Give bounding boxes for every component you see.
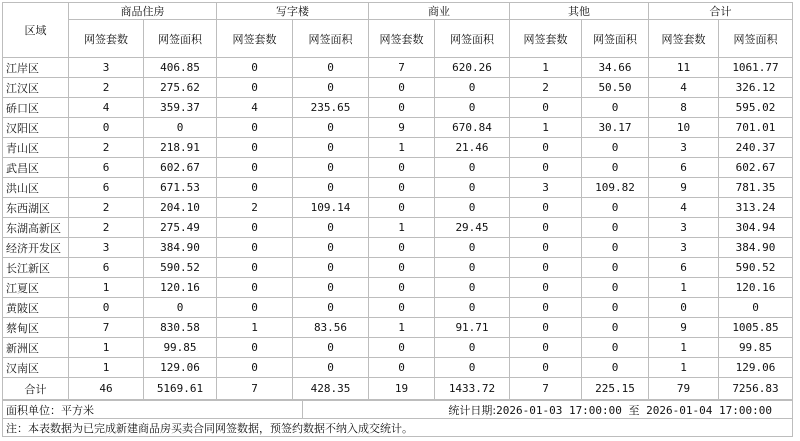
table-cell: 0 [510, 198, 582, 218]
table-cell: 11 [649, 58, 719, 78]
table-cell: 30.17 [582, 118, 649, 138]
footer-table [2, 400, 793, 437]
table-cell: 0 [435, 358, 510, 378]
table-cell: 0 [510, 298, 582, 318]
table-cell: 0 [217, 258, 293, 278]
table-row [3, 98, 793, 118]
table-cell: 21.46 [435, 138, 510, 158]
table-cell: 120.16 [144, 278, 217, 298]
region-name: 武昌区 [3, 158, 69, 178]
total-cell: 7256.83 [719, 378, 793, 400]
table-cell: 29.45 [435, 218, 510, 238]
table-cell: 0 [293, 358, 369, 378]
table-cell: 701.01 [719, 118, 793, 138]
table-cell: 120.16 [719, 278, 793, 298]
table-cell: 0 [144, 118, 217, 138]
table-cell: 0 [217, 178, 293, 198]
table-cell: 384.90 [719, 238, 793, 258]
table-row [3, 238, 793, 258]
total-cell: 79 [649, 378, 719, 400]
table-cell: 0 [293, 118, 369, 138]
table-cell: 0 [369, 178, 435, 198]
table-cell: 0 [217, 238, 293, 258]
region-name: 硚口区 [3, 98, 69, 118]
table-cell: 1 [649, 338, 719, 358]
table-cell: 0 [435, 298, 510, 318]
table-cell: 83.56 [293, 318, 369, 338]
table-cell: 0 [510, 258, 582, 278]
table-cell: 0 [293, 78, 369, 98]
table-cell: 0 [582, 358, 649, 378]
region-name: 江汉区 [3, 78, 69, 98]
table-cell: 0 [582, 298, 649, 318]
total-cell: 225.15 [582, 378, 649, 400]
table-cell: 2 [69, 78, 144, 98]
table-cell: 1 [649, 278, 719, 298]
table-cell: 275.62 [144, 78, 217, 98]
region-name: 长江新区 [3, 258, 69, 278]
header-group-commercial: 商业 [369, 3, 510, 20]
table-cell: 240.37 [719, 138, 793, 158]
table-cell: 9 [369, 118, 435, 138]
table-cell: 9 [649, 178, 719, 198]
table-cell: 3 [649, 238, 719, 258]
total-label: 合计 [3, 378, 69, 400]
table-cell: 0 [369, 238, 435, 258]
table-row [3, 78, 793, 98]
header-count: 网签套数 [369, 20, 435, 58]
table-cell: 129.06 [719, 358, 793, 378]
table-cell: 6 [649, 158, 719, 178]
table-cell: 8 [649, 98, 719, 118]
region-name: 汉阳区 [3, 118, 69, 138]
region-name: 江岸区 [3, 58, 69, 78]
table-cell: 0 [582, 238, 649, 258]
table-cell: 4 [649, 78, 719, 98]
table-cell: 1005.85 [719, 318, 793, 338]
table-cell: 0 [293, 338, 369, 358]
table-cell: 10 [649, 118, 719, 138]
table-cell: 6 [69, 158, 144, 178]
table-cell: 781.35 [719, 178, 793, 198]
table-cell: 359.37 [144, 98, 217, 118]
region-name: 东西湖区 [3, 198, 69, 218]
table-cell: 50.50 [582, 78, 649, 98]
table-cell: 4 [649, 198, 719, 218]
table-cell: 326.12 [719, 78, 793, 98]
table-cell: 671.53 [144, 178, 217, 198]
table-cell: 109.82 [582, 178, 649, 198]
table-cell: 99.85 [719, 338, 793, 358]
table-cell: 0 [69, 118, 144, 138]
table-cell: 602.67 [144, 158, 217, 178]
table-cell: 0 [510, 138, 582, 158]
report-container [2, 2, 792, 437]
header-area: 网签面积 [719, 20, 793, 58]
table-cell: 0 [369, 258, 435, 278]
table-cell: 3 [510, 178, 582, 198]
table-cell: 0 [435, 258, 510, 278]
table-cell: 0 [217, 278, 293, 298]
header-count: 网签套数 [510, 20, 582, 58]
region-name: 蔡甸区 [3, 318, 69, 338]
table-cell: 0 [144, 298, 217, 318]
table-cell: 0 [435, 198, 510, 218]
table-cell: 0 [510, 358, 582, 378]
table-cell: 0 [435, 278, 510, 298]
table-cell: 0 [435, 178, 510, 198]
table-cell: 0 [217, 298, 293, 318]
header-area: 网签面积 [435, 20, 510, 58]
table-cell: 830.58 [144, 318, 217, 338]
table-cell: 0 [719, 298, 793, 318]
table-cell: 9 [649, 318, 719, 338]
table-row [3, 338, 793, 358]
table-cell: 235.65 [293, 98, 369, 118]
header-count: 网签套数 [217, 20, 293, 58]
table-cell: 0 [582, 338, 649, 358]
table-cell: 0 [435, 338, 510, 358]
table-cell: 2 [217, 198, 293, 218]
header-area: 网签面积 [582, 20, 649, 58]
table-cell: 0 [293, 138, 369, 158]
table-cell: 304.94 [719, 218, 793, 238]
table-cell: 91.71 [435, 318, 510, 338]
table-cell: 1 [649, 358, 719, 378]
header-group-residential: 商品住房 [69, 3, 217, 20]
header-group-office: 写字楼 [217, 3, 369, 20]
table-cell: 1 [369, 218, 435, 238]
table-cell: 0 [582, 158, 649, 178]
table-cell: 0 [369, 358, 435, 378]
table-cell: 0 [369, 298, 435, 318]
table-cell: 1 [510, 118, 582, 138]
region-name: 经济开发区 [3, 238, 69, 258]
table-cell: 0 [510, 158, 582, 178]
footnote: 注：本表数据为已完成新建商品房买卖合同网签数据，预签约数据不纳入成交统计。 [3, 419, 793, 437]
table-cell: 275.49 [144, 218, 217, 238]
table-cell: 0 [293, 298, 369, 318]
table-cell: 1 [69, 338, 144, 358]
table-cell: 0 [69, 298, 144, 318]
table-cell: 0 [369, 198, 435, 218]
table-cell: 0 [435, 158, 510, 178]
header-count: 网签套数 [69, 20, 144, 58]
stat-date-label: 统计日期: [448, 403, 497, 417]
table-cell: 3 [649, 138, 719, 158]
total-cell: 7 [217, 378, 293, 400]
header-region: 区域 [3, 3, 69, 58]
region-name: 黄陂区 [3, 298, 69, 318]
table-cell: 6 [69, 258, 144, 278]
table-cell: 1 [369, 138, 435, 158]
table-cell: 0 [582, 258, 649, 278]
table-cell: 602.67 [719, 158, 793, 178]
table-cell: 590.52 [719, 258, 793, 278]
table-cell: 0 [649, 298, 719, 318]
table-cell: 1 [369, 318, 435, 338]
total-cell: 5169.61 [144, 378, 217, 400]
stat-date-range: 2026-01-03 17:00:00 至 2026-01-04 17:00:00 [496, 403, 772, 417]
table-cell: 670.84 [435, 118, 510, 138]
table-cell: 0 [293, 258, 369, 278]
table-cell: 0 [217, 338, 293, 358]
region-name: 洪山区 [3, 178, 69, 198]
region-name: 新洲区 [3, 338, 69, 358]
table-cell: 2 [510, 78, 582, 98]
table-cell: 6 [649, 258, 719, 278]
table-row [3, 138, 793, 158]
table-cell: 0 [510, 218, 582, 238]
header-count: 网签套数 [649, 20, 719, 58]
region-name: 汉南区 [3, 358, 69, 378]
table-cell: 109.14 [293, 198, 369, 218]
table-cell: 1 [69, 358, 144, 378]
stat-date [303, 401, 793, 419]
table-row [3, 278, 793, 298]
table-cell: 0 [435, 98, 510, 118]
table-cell: 204.10 [144, 198, 217, 218]
table-cell: 2 [69, 138, 144, 158]
table-cell: 313.24 [719, 198, 793, 218]
table-cell: 0 [217, 58, 293, 78]
table-cell: 2 [69, 198, 144, 218]
table-cell: 0 [510, 278, 582, 298]
table-cell: 0 [217, 138, 293, 158]
region-name: 江夏区 [3, 278, 69, 298]
total-cell: 428.35 [293, 378, 369, 400]
table-cell: 0 [582, 198, 649, 218]
table-cell: 620.26 [435, 58, 510, 78]
table-cell: 1 [510, 58, 582, 78]
table-cell: 0 [217, 158, 293, 178]
header-group-total: 合计 [649, 3, 793, 20]
table-row [3, 198, 793, 218]
table-cell: 0 [582, 278, 649, 298]
table-cell: 0 [217, 78, 293, 98]
table-cell: 1 [217, 318, 293, 338]
table-row [3, 258, 793, 278]
table-cell: 0 [369, 158, 435, 178]
table-row [3, 158, 793, 178]
region-name: 东湖高新区 [3, 218, 69, 238]
table-cell: 0 [293, 278, 369, 298]
table-cell: 0 [369, 78, 435, 98]
table-row [3, 58, 793, 78]
header-area: 网签面积 [144, 20, 217, 58]
table-cell: 4 [217, 98, 293, 118]
table-cell: 0 [582, 98, 649, 118]
total-row [3, 378, 793, 400]
table-row [3, 178, 793, 198]
table-cell: 0 [293, 158, 369, 178]
table-cell: 0 [293, 238, 369, 258]
area-unit-note: 面积单位：平方米 [3, 401, 303, 419]
table-cell: 0 [369, 278, 435, 298]
table-cell: 0 [217, 218, 293, 238]
table-cell: 7 [369, 58, 435, 78]
table-body [3, 58, 793, 378]
table-cell: 0 [293, 178, 369, 198]
table-cell: 3 [69, 238, 144, 258]
table-cell: 2 [69, 218, 144, 238]
table-cell: 3 [69, 58, 144, 78]
table-cell: 218.91 [144, 138, 217, 158]
table-row [3, 218, 793, 238]
table-row [3, 358, 793, 378]
table-cell: 0 [582, 318, 649, 338]
total-cell: 7 [510, 378, 582, 400]
region-name: 青山区 [3, 138, 69, 158]
total-cell: 1433.72 [435, 378, 510, 400]
table-row [3, 298, 793, 318]
table-cell: 0 [510, 338, 582, 358]
table-cell: 0 [582, 218, 649, 238]
table-row [3, 318, 793, 338]
table-cell: 406.85 [144, 58, 217, 78]
table-cell: 6 [69, 178, 144, 198]
table-cell: 0 [510, 318, 582, 338]
table-cell: 384.90 [144, 238, 217, 258]
table-cell: 99.85 [144, 338, 217, 358]
table-cell: 595.02 [719, 98, 793, 118]
header-area: 网签面积 [293, 20, 369, 58]
table-cell: 0 [369, 98, 435, 118]
table-cell: 1 [69, 278, 144, 298]
table-cell: 1061.77 [719, 58, 793, 78]
table-cell: 0 [435, 78, 510, 98]
header-group-other: 其他 [510, 3, 649, 20]
table-cell: 590.52 [144, 258, 217, 278]
table-cell: 4 [69, 98, 144, 118]
table-cell: 129.06 [144, 358, 217, 378]
table-cell: 0 [510, 98, 582, 118]
table-cell: 0 [582, 138, 649, 158]
table-cell: 0 [435, 238, 510, 258]
table-cell: 0 [293, 218, 369, 238]
table-cell: 3 [649, 218, 719, 238]
total-cell: 19 [369, 378, 435, 400]
table-cell: 0 [293, 58, 369, 78]
table-cell: 7 [69, 318, 144, 338]
table-cell: 0 [510, 238, 582, 258]
total-cell: 46 [69, 378, 144, 400]
sales-table [2, 2, 793, 400]
table-cell: 34.66 [582, 58, 649, 78]
table-cell: 0 [369, 338, 435, 358]
table-row [3, 118, 793, 138]
table-cell: 0 [217, 118, 293, 138]
table-cell: 0 [217, 358, 293, 378]
